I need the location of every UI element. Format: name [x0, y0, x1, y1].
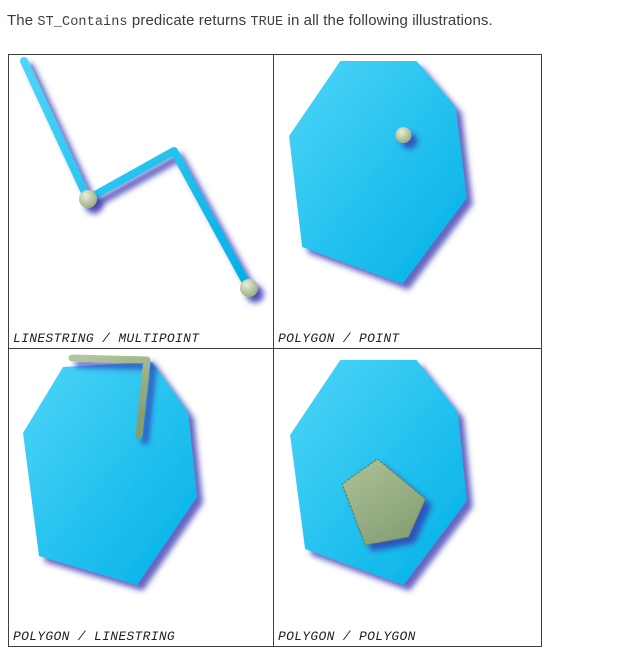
- point-marker: [395, 127, 411, 143]
- figure-polygon-linestring: [9, 349, 273, 646]
- title-text: in all the following illustrations.: [283, 12, 493, 29]
- point-marker: [240, 279, 258, 297]
- cell-linestring-multipoint: [9, 55, 274, 349]
- title-text: The: [7, 12, 38, 29]
- figure-polygon-point: [274, 55, 541, 348]
- page-title: [0, 0, 626, 33]
- cell-polygon-linestring: [9, 349, 274, 646]
- cell-polygon-point: [274, 55, 541, 349]
- cell-polygon-polygon: [274, 349, 541, 646]
- inline-code-st-contains: ST_Contains: [37, 15, 128, 30]
- geometry-polygon: [23, 362, 197, 585]
- illustrations-table: [8, 54, 542, 647]
- figure-polygon-polygon: [274, 349, 541, 646]
- cell-caption: POLYGON / LINESTRING: [13, 629, 176, 644]
- figure-linestring-multipoint: [9, 55, 273, 348]
- geometry-polygon: [289, 61, 467, 284]
- cell-caption: POLYGON / POINT: [278, 331, 400, 346]
- cell-caption: POLYGON / POLYGON: [278, 629, 416, 644]
- geometry-linestring: [24, 61, 249, 288]
- inline-code-true: TRUE: [250, 15, 284, 30]
- cell-caption: LINESTRING / MULTIPOINT: [13, 331, 200, 346]
- title-text: predicate returns: [127, 12, 251, 29]
- point-marker: [79, 190, 97, 208]
